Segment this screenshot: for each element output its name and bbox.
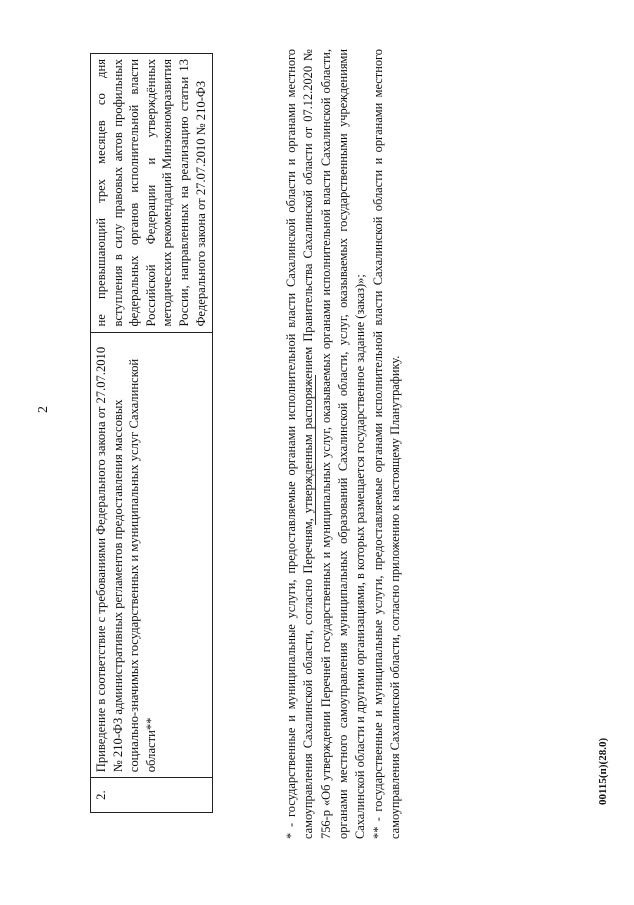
row-deadline-cell: не превышающий трех месяцев со дня вступления в силу правовых актов профильных федеральных органов исполнительной власти Российской Федерации и утверждённых методических рекомендаций Минэкономразвития России, направленных на реализацию статьи 13 Федерального закона от 27.07.2010 № 210-ФЗ [91,54,213,333]
plan-table [90,53,213,813]
footnote-2: ** - государственные и муниципальные услуги, предоставляемые органами исполнительной власти Сахалинской области и органами местного самоуправления Сахалинской области, согласно приложению к настоящему Планутрафику. [370,49,403,839]
row-measure-cell: Приведение в соответствие с требованиями Федерального закона от 27.07.2010 № 210-ФЗ административных регламентов предоставления массовых социально-значимых государственных и муниципальных услуг Сахалинской области** [91,332,213,778]
document-code: 00115(п)(28.0) [597,737,609,805]
footnotes [283,49,405,839]
row-number-cell: 2. [91,778,213,813]
footnote-1: * - государственные и муниципальные услуги, предоставляемые органами исполнительной власти Сахалинской области и органами местного самоуправления Сахалинской области, согласно Перечням, утвержденным распоряжением Правительства Сахалинской области от 07.12.2020 № 756-р «Об утверждении Перечней государственных и муниципальных услуг, оказываемых органами исполнительной власти Сахалинской области, органами местного самоуправления муниципальных образований Сахалинской области, услуг, оказываемых государственными учреждениями Сахалинской области и другими организациями, в которых размещается государственное задание (заказ)»; [284,49,368,839]
page-number: 2 [36,406,51,413]
table-row [91,54,213,813]
